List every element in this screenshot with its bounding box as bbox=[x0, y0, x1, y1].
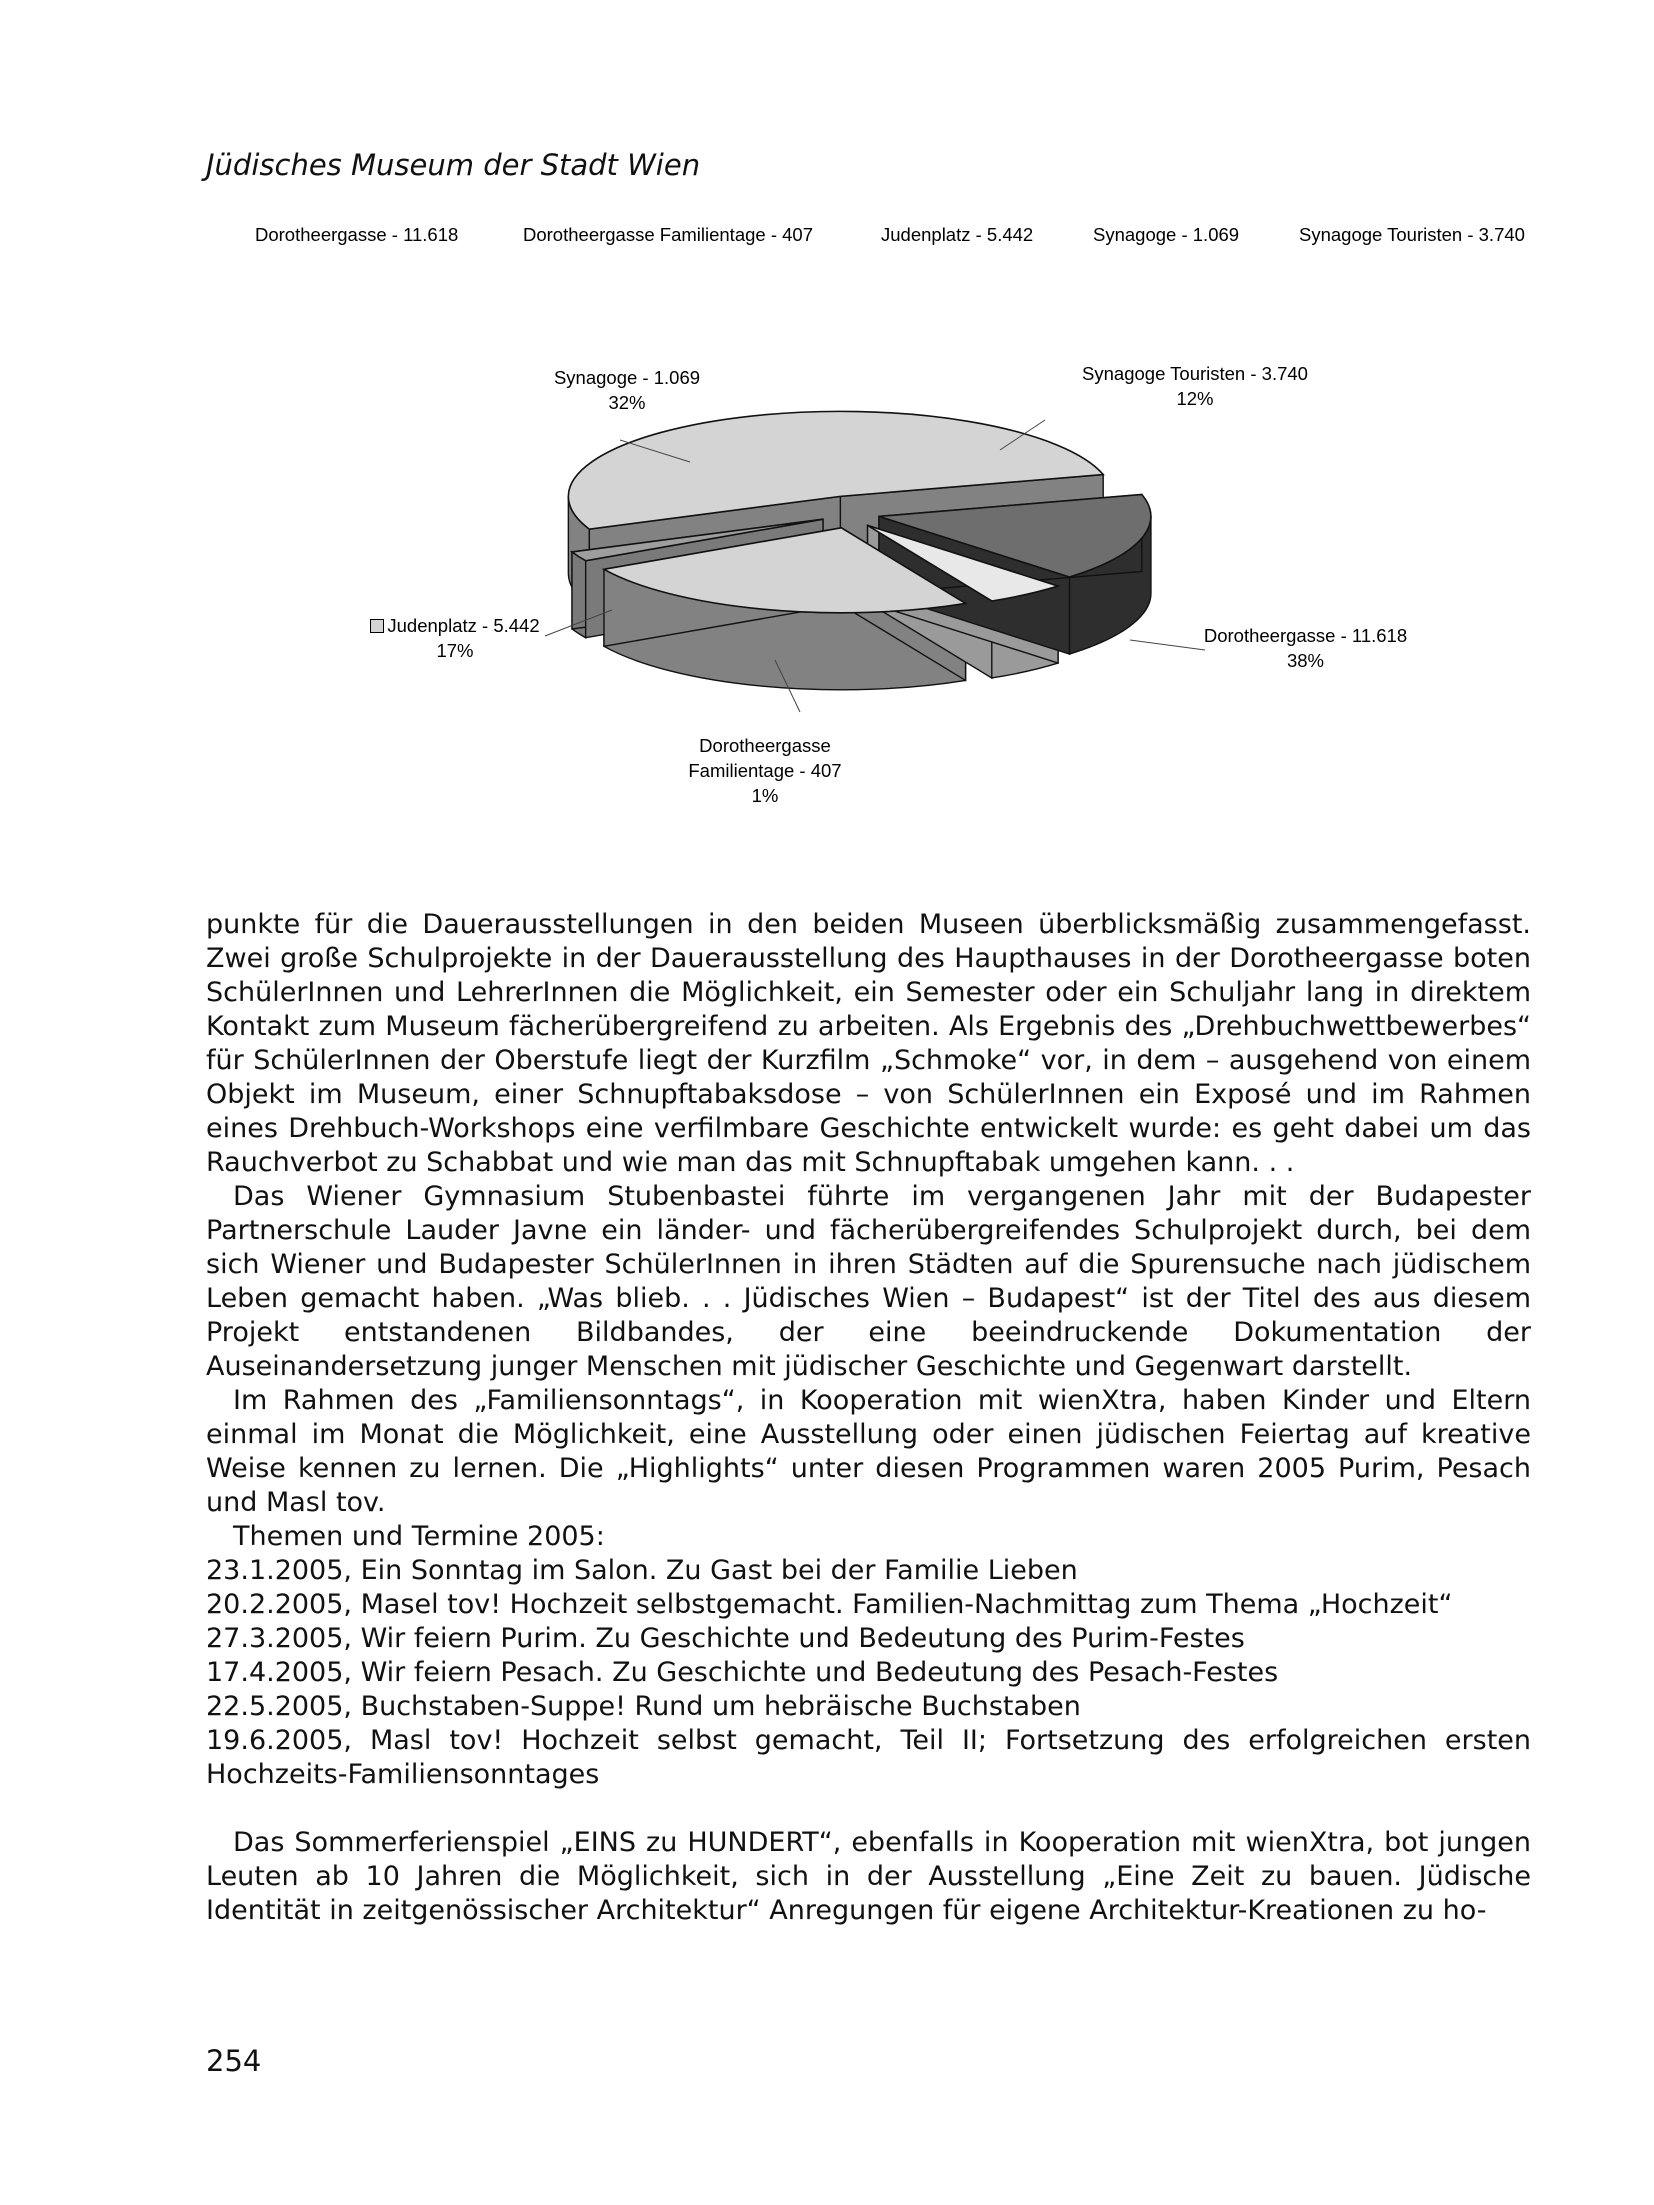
slice-label-synagoge-touristen bbox=[1075, 361, 1315, 411]
slice-label-judenplatz bbox=[355, 613, 555, 663]
slice-label-percent: 1% bbox=[751, 785, 779, 806]
paragraph: Das Sommerferienspiel „EINS zu HUNDERT“, ebenfalls in Kooperation mit wienXtra, bot jungen Leuten ab 10 Jahren die Möglichkeit, sich in der Ausstellung „Eine Zeit zu bauen. Jüdische Identität in zeitgenössischer Architektur“ Anregungen für eigene Architektur-Kreationen zu ho- bbox=[206, 1827, 1531, 1926]
paragraph: punkte für die Dauerausstellungen in den beiden Museen überblicksmäßig zusammengefasst. Zwei große Schulprojekte in der Dauerausstellung des Haupthauses in der Dorotheergasse boten SchülerInnen und LehrerInnen die Möglichkeit, ein Semester oder ein Schuljahr lang in direktem Kontakt zum Museum fächerübergreifend zu arbeiten. Als Ergebnis des „Drehbuchwettbewerbes“ für SchülerInnen der Oberstufe liegt der Kurzfilm „Schmoke“ vor, in dem – ausgehend von einem Objekt im Museum, einer Schnupftabaksdose – von SchülerInnen ein Exposé und im Rahmen eines Drehbuch-Workshops eine verfilmbare Geschichte entwickelt wurde: es geht dabei um das Rauchverbot zu Schabbat und wie man das mit Schnupftabak umgehen kann. . . bbox=[206, 909, 1531, 1178]
event-item: 19.6.2005, Masl tov! Hochzeit selbst gemacht, Teil II; Fortsetzung des erfolgreichen ersten Hochzeits-Familiensonntages bbox=[206, 1725, 1531, 1790]
slice-label-text: Judenplatz - 5.442 bbox=[387, 615, 540, 636]
page-number: 254 bbox=[206, 2044, 262, 2078]
legend-entry-synagoge: Synagoge - 1.069 bbox=[1093, 224, 1240, 245]
slice-label-line: Familientage - 407 bbox=[688, 760, 842, 781]
slice-label-line: Synagoge - 1.069 bbox=[553, 367, 701, 388]
paragraph: Das Wiener Gymnasium Stubenbastei führte im vergangenen Jahr mit der Budapester Partnerschule Lauder Javne ein länder- und fächerübergreifendes Schulprojekt durch, bei dem sich Wiener und Budapester SchülerInnen in ihren Städten auf die Spurensuche nach jüdischem Leben gemacht haben. „Was blieb. . . Jüdisches Wien – Budapest“ ist der Titel des aus diesem Projekt entstandenen Bildbandes, der eine beeindruckende Dokumentation der Auseinandersetzung junger Menschen mit jüdischer Geschichte und Gegenwart darstellt. bbox=[206, 1181, 1531, 1382]
slice-label-percent: 32% bbox=[608, 392, 646, 413]
paragraph-gap bbox=[206, 1792, 1531, 1826]
slice-label-percent: 17% bbox=[436, 640, 474, 661]
legend-entry-dorotheergasse-familientage: Dorotheergasse Familientage - 407 bbox=[523, 224, 813, 245]
paragraph: Im Rahmen des „Familiensonntags“, in Kooperation mit wienXtra, haben Kinder und Eltern einmal im Monat die Möglichkeit, eine Ausstellung oder einen jüdischen Feiertag auf kreative Weise kennen zu lernen. Die „Highlights“ unter diesen Programmen waren 2005 Purim, Pesach und Masl tov. bbox=[206, 1385, 1531, 1518]
event-item: 22.5.2005, Buchstaben-Suppe! Rund um hebräische Buchstaben bbox=[206, 1691, 1081, 1722]
event-item: 27.3.2005, Wir feiern Purim. Zu Geschichte und Bedeutung des Purim-Festes bbox=[206, 1623, 1245, 1654]
slice-label-percent: 12% bbox=[1176, 388, 1214, 409]
slice-label-dorotheergasse bbox=[1198, 623, 1413, 673]
slice-label-line: Dorotheergasse - 11.618 bbox=[1203, 625, 1408, 646]
slice-label-line: Dorotheergasse bbox=[699, 735, 831, 756]
slice-label-dorotheergasse-familientage bbox=[665, 733, 865, 808]
event-item: 23.1.2005, Ein Sonntag im Salon. Zu Gast bei der Familie Lieben bbox=[206, 1555, 1078, 1586]
body-text bbox=[206, 908, 1531, 1928]
event-item: 20.2.2005, Masel tov! Hochzeit selbstgemacht. Familien-Nachmittag zum Thema „Hochzeit“ bbox=[206, 1589, 1453, 1620]
event-item: 17.4.2005, Wir feiern Pesach. Zu Geschichte und Bedeutung des Pesach-Festes bbox=[206, 1657, 1279, 1688]
leader-line-1 bbox=[1130, 640, 1205, 650]
legend-entry-judenplatz: Judenplatz - 5.442 bbox=[881, 224, 1034, 245]
legend-swatch-icon bbox=[370, 619, 384, 633]
legend-entry-dorotheergasse: Dorotheergasse - 11.618 bbox=[255, 224, 459, 245]
paragraph: Themen und Termine 2005: bbox=[233, 1521, 605, 1552]
slice-label-synagoge bbox=[532, 365, 722, 415]
slice-label-line bbox=[355, 613, 555, 638]
legend-entry-synagoge-touristen: Synagoge Touristen - 3.740 bbox=[1299, 224, 1525, 245]
slice-label-line: Synagoge Touristen - 3.740 bbox=[1082, 363, 1308, 384]
running-header: Jüdisches Museum der Stadt Wien bbox=[206, 148, 701, 182]
slice-label-percent: 38% bbox=[1286, 650, 1325, 671]
